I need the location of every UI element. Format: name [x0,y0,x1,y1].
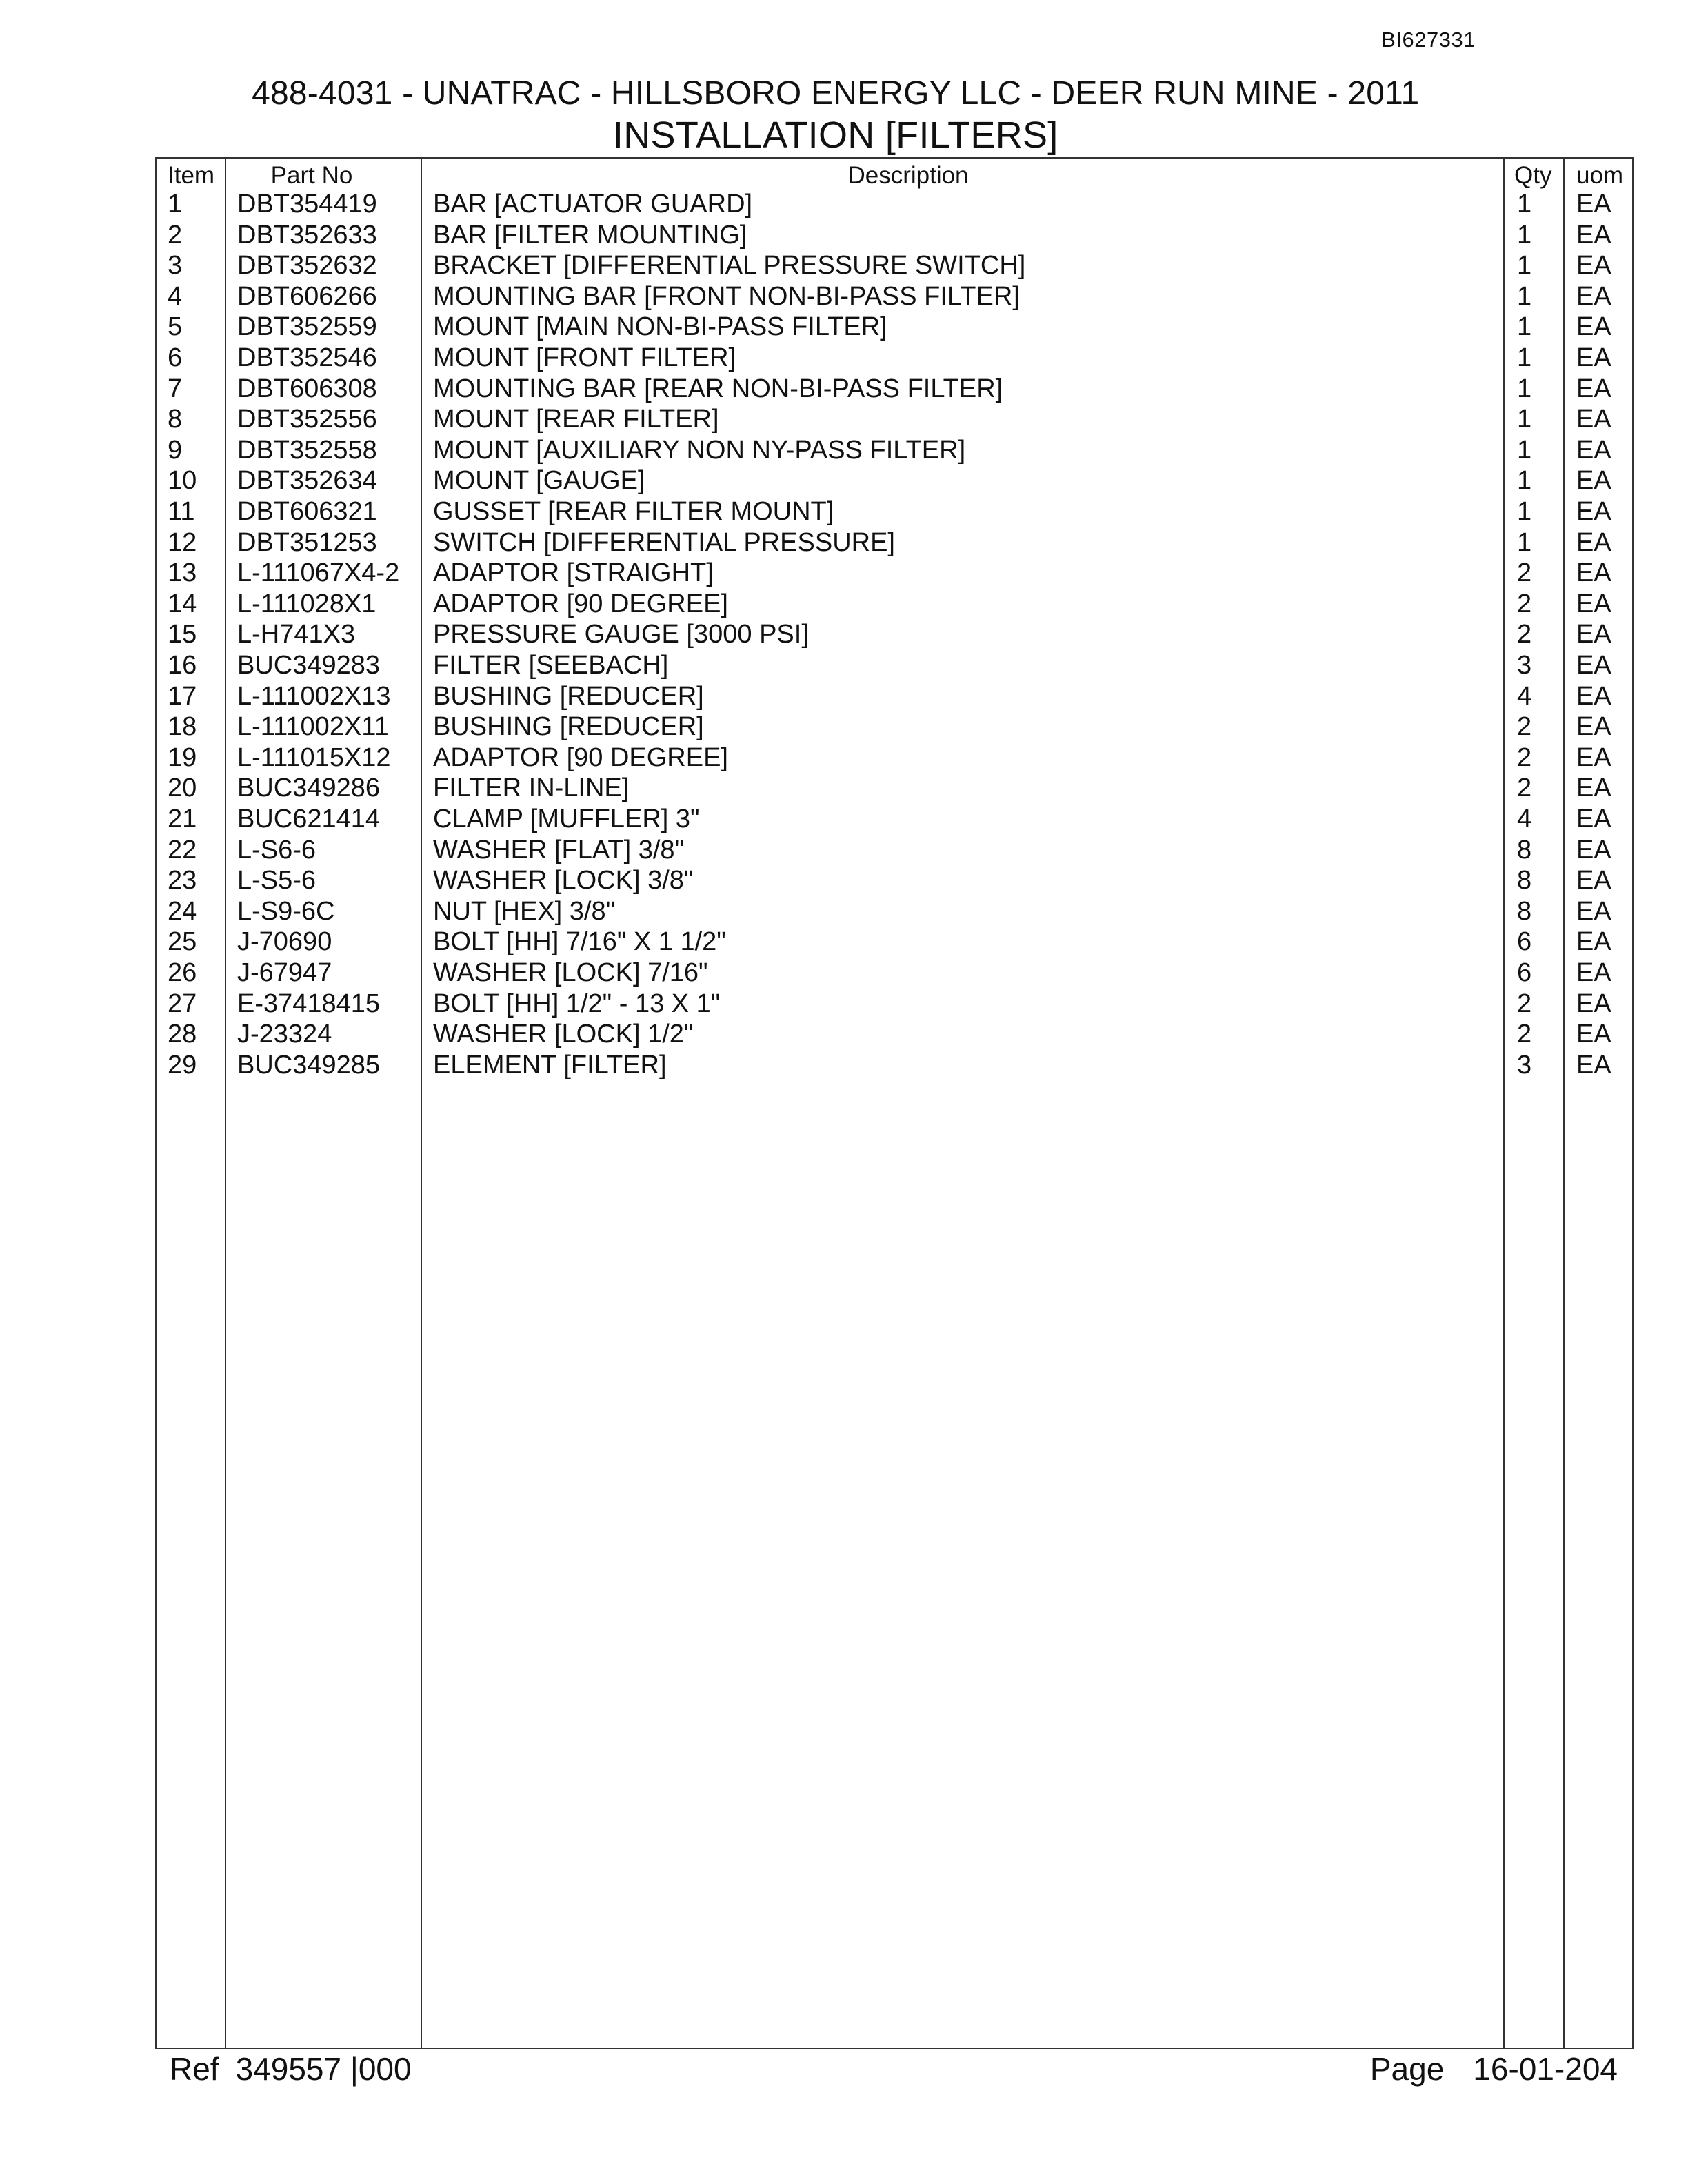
unit-of-measure-cell: EA [1576,896,1611,926]
item-number-cell: 27 [168,989,197,1018]
table-row [157,435,1632,466]
unit-of-measure-cell: EA [1576,866,1611,896]
quantity-cell: 8 [1517,896,1532,926]
item-number-cell: 21 [168,805,197,833]
quantity-cell: 1 [1517,220,1532,250]
item-number-cell: 20 [168,774,197,803]
quantity-cell: 1 [1517,190,1532,219]
unit-of-measure-cell: EA [1576,835,1611,865]
quantity-cell: 1 [1517,281,1532,311]
description-cell: NUT [HEX] 3/8" [433,896,616,926]
item-number-cell: 12 [168,527,197,557]
table-row [157,650,1632,681]
unit-of-measure-cell: EA [1576,251,1611,281]
table-row [157,374,1632,405]
unit-of-measure-cell: EA [1576,497,1611,526]
description-cell: MOUNT [GAUGE] [433,466,645,496]
quantity-cell: 2 [1517,558,1532,588]
description-cell: SWITCH [DIFFERENTIAL PRESSURE] [433,527,895,557]
unit-of-measure-cell: EA [1576,466,1611,496]
item-number-cell: 14 [168,589,197,618]
unit-of-measure-cell: EA [1576,435,1611,465]
description-cell: ADAPTOR [90 DEGREE] [433,742,728,772]
table-row [157,465,1632,496]
part-number-cell: DBT354419 [237,190,377,219]
item-number-cell: 19 [168,742,197,772]
header-description: Description [847,162,969,189]
description-cell: ADAPTOR [STRAIGHT] [433,558,714,588]
part-number-cell: DBT606308 [237,374,377,403]
description-cell: MOUNT [AUXILIARY NON NY-PASS FILTER] [433,435,966,465]
part-number-cell: BUC621414 [237,805,381,833]
quantity-cell: 1 [1517,405,1532,434]
unit-of-measure-cell: EA [1576,527,1611,557]
description-cell: BOLT [HH] 7/16" X 1 1/2" [433,927,726,957]
description-cell: BUSHING [REDUCER] [433,681,704,711]
part-number-cell: DBT352559 [237,312,377,342]
quantity-cell: 8 [1517,835,1532,865]
item-number-cell: 1 [168,190,183,219]
table-row [157,742,1632,774]
table-row [157,527,1632,558]
quantity-cell: 1 [1517,374,1532,403]
footer-page [1370,2050,1618,2087]
quantity-cell: 1 [1517,312,1532,342]
part-number-cell: J-67947 [237,958,332,987]
item-number-cell: 6 [168,343,183,372]
part-number-cell: BUC349286 [237,774,381,803]
table-row [157,989,1632,1020]
table-row [157,404,1632,435]
table-row [157,958,1632,989]
item-number-cell: 18 [168,712,197,742]
unit-of-measure-cell: EA [1576,190,1611,219]
item-number-cell: 5 [168,312,183,342]
description-cell: BAR [ACTUATOR GUARD] [433,190,753,219]
item-number-cell: 7 [168,374,183,403]
quantity-cell: 2 [1517,774,1532,803]
part-number-cell: L-111002X13 [237,681,391,711]
unit-of-measure-cell: EA [1576,312,1611,342]
quantity-cell: 2 [1517,589,1532,618]
item-number-cell: 28 [168,1020,197,1049]
description-cell: BUSHING [REDUCER] [433,712,704,742]
description-cell: ELEMENT [FILTER] [433,1050,667,1080]
description-cell: PRESSURE GAUGE [3000 PSI] [433,620,809,649]
unit-of-measure-cell: EA [1576,1020,1611,1049]
part-number-cell: DBT352558 [237,435,377,465]
part-number-cell: J-23324 [237,1020,332,1049]
item-number-cell: 24 [168,896,197,926]
ref-label: Ref [170,2051,219,2087]
unit-of-measure-cell: EA [1576,774,1611,803]
part-number-cell: DBT352634 [237,466,377,496]
table-row [157,835,1632,866]
unit-of-measure-cell: EA [1576,712,1611,742]
unit-of-measure-cell: EA [1576,927,1611,957]
quantity-cell: 2 [1517,712,1532,742]
unit-of-measure-cell: EA [1576,220,1611,250]
item-number-cell: 10 [168,466,197,496]
quantity-cell: 4 [1517,805,1532,833]
part-number-cell: L-S5-6 [237,866,316,896]
ref-value: 349557 |000 [235,2051,412,2087]
part-number-cell: DBT606266 [237,281,377,311]
unit-of-measure-cell: EA [1576,742,1611,772]
quantity-cell: 1 [1517,343,1532,372]
parts-table [155,157,1634,2049]
unit-of-measure-cell: EA [1576,281,1611,311]
quantity-cell: 2 [1517,989,1532,1018]
description-cell: MOUNT [MAIN NON-BI-PASS FILTER] [433,312,887,342]
quantity-cell: 1 [1517,435,1532,465]
table-row [157,343,1632,374]
item-number-cell: 15 [168,620,197,649]
table-row [157,281,1632,312]
quantity-cell: 6 [1517,927,1532,957]
table-row [157,312,1632,343]
description-cell: MOUNT [REAR FILTER] [433,405,719,434]
description-cell: BOLT [HH] 1/2" - 13 X 1" [433,989,721,1018]
quantity-cell: 3 [1517,651,1532,680]
description-cell: MOUNTING BAR [REAR NON-BI-PASS FILTER] [433,374,1003,403]
table-header-row [157,160,1632,191]
table-row [157,189,1632,220]
description-cell: WASHER [FLAT] 3/8" [433,835,685,865]
unit-of-measure-cell: EA [1576,558,1611,588]
item-number-cell: 25 [168,927,197,957]
unit-of-measure-cell: EA [1576,805,1611,833]
part-number-cell: BUC349285 [237,1050,381,1080]
table-row [157,865,1632,896]
item-number-cell: 29 [168,1050,197,1080]
part-number-cell: DBT352556 [237,405,377,434]
part-number-cell: L-S9-6C [237,896,335,926]
unit-of-measure-cell: EA [1576,1050,1611,1080]
item-number-cell: 16 [168,651,197,680]
quantity-cell: 2 [1517,1020,1532,1049]
unit-of-measure-cell: EA [1576,343,1611,372]
unit-of-measure-cell: EA [1576,681,1611,711]
item-number-cell: 11 [168,497,195,526]
table-row [157,619,1632,650]
header-part-no: Part No [270,162,353,189]
table-row [157,589,1632,620]
table-row [157,681,1632,712]
item-number-cell: 8 [168,405,183,434]
table-row [157,927,1632,958]
quantity-cell: 6 [1517,958,1532,987]
quantity-cell: 2 [1517,742,1532,772]
footer-ref [170,2050,412,2087]
table-row [157,896,1632,927]
document-id: BI627331 [1381,28,1476,52]
item-number-cell: 2 [168,220,183,250]
table-row [157,558,1632,589]
part-number-cell: BUC349283 [237,651,381,680]
description-cell: BRACKET [DIFFERENTIAL PRESSURE SWITCH] [433,251,1026,281]
description-cell: MOUNT [FRONT FILTER] [433,343,736,372]
quantity-cell: 1 [1517,251,1532,281]
part-number-cell: E-37418415 [237,989,381,1018]
part-number-cell: L-S6-6 [237,835,316,865]
unit-of-measure-cell: EA [1576,620,1611,649]
quantity-cell: 1 [1517,527,1532,557]
quantity-cell: 1 [1517,466,1532,496]
description-cell: WASHER [LOCK] 7/16" [433,958,708,987]
table-row [157,220,1632,251]
description-cell: WASHER [LOCK] 3/8" [433,866,694,896]
item-number-cell: 26 [168,958,197,987]
unit-of-measure-cell: EA [1576,958,1611,987]
table-row [157,1019,1632,1050]
page-subtitle: INSTALLATION [FILTERS] [612,114,1058,156]
quantity-cell: 3 [1517,1050,1532,1080]
item-number-cell: 4 [168,281,183,311]
part-number-cell: J-70690 [237,927,332,957]
part-number-cell: DBT606321 [237,497,377,526]
page-label: Page [1369,2051,1445,2087]
item-number-cell: 23 [168,866,197,896]
header-uom: uom [1576,162,1624,189]
page-value: 16-01-204 [1473,2051,1618,2087]
page-title: 488-4031 - UNATRAC - HILLSBORO ENERGY LLC - DEER RUN MINE - 2011 [252,75,1420,112]
part-number-cell: DBT351253 [237,527,377,557]
table-row [157,773,1632,804]
table-row [157,804,1632,835]
part-number-cell: L-111067X4-2 [237,558,400,588]
item-number-cell: 17 [168,681,197,711]
table-row [157,250,1632,281]
quantity-cell: 1 [1517,497,1532,526]
description-cell: FILTER IN-LINE] [433,774,630,803]
description-cell: GUSSET [REAR FILTER MOUNT] [433,497,834,526]
part-number-cell: L-111002X11 [237,712,389,742]
unit-of-measure-cell: EA [1576,405,1611,434]
item-number-cell: 13 [168,558,197,588]
quantity-cell: 8 [1517,866,1532,896]
unit-of-measure-cell: EA [1576,989,1611,1018]
part-number-cell: DBT352546 [237,343,377,372]
part-number-cell: DBT352633 [237,220,377,250]
description-cell: FILTER [SEEBACH] [433,651,669,680]
description-cell: ADAPTOR [90 DEGREE] [433,589,728,618]
unit-of-measure-cell: EA [1576,374,1611,403]
description-cell: WASHER [LOCK] 1/2" [433,1020,694,1049]
header-item: Item [168,162,215,189]
description-cell: MOUNTING BAR [FRONT NON-BI-PASS FILTER] [433,281,1020,311]
quantity-cell: 4 [1517,681,1532,711]
item-number-cell: 9 [168,435,183,465]
item-number-cell: 22 [168,835,197,865]
quantity-cell: 2 [1517,620,1532,649]
header-qty: Qty [1514,162,1552,189]
part-number-cell: L-H741X3 [237,620,356,649]
table-row [157,496,1632,527]
part-number-cell: L-111015X12 [237,742,391,772]
table-row [157,711,1632,742]
unit-of-measure-cell: EA [1576,651,1611,680]
table-row [157,1050,1632,1081]
description-cell: CLAMP [MUFFLER] 3" [433,805,700,833]
part-number-cell: DBT352632 [237,251,377,281]
description-cell: BAR [FILTER MOUNTING] [433,220,747,250]
part-number-cell: L-111028X1 [237,589,376,618]
unit-of-measure-cell: EA [1576,589,1611,618]
item-number-cell: 3 [168,251,183,281]
